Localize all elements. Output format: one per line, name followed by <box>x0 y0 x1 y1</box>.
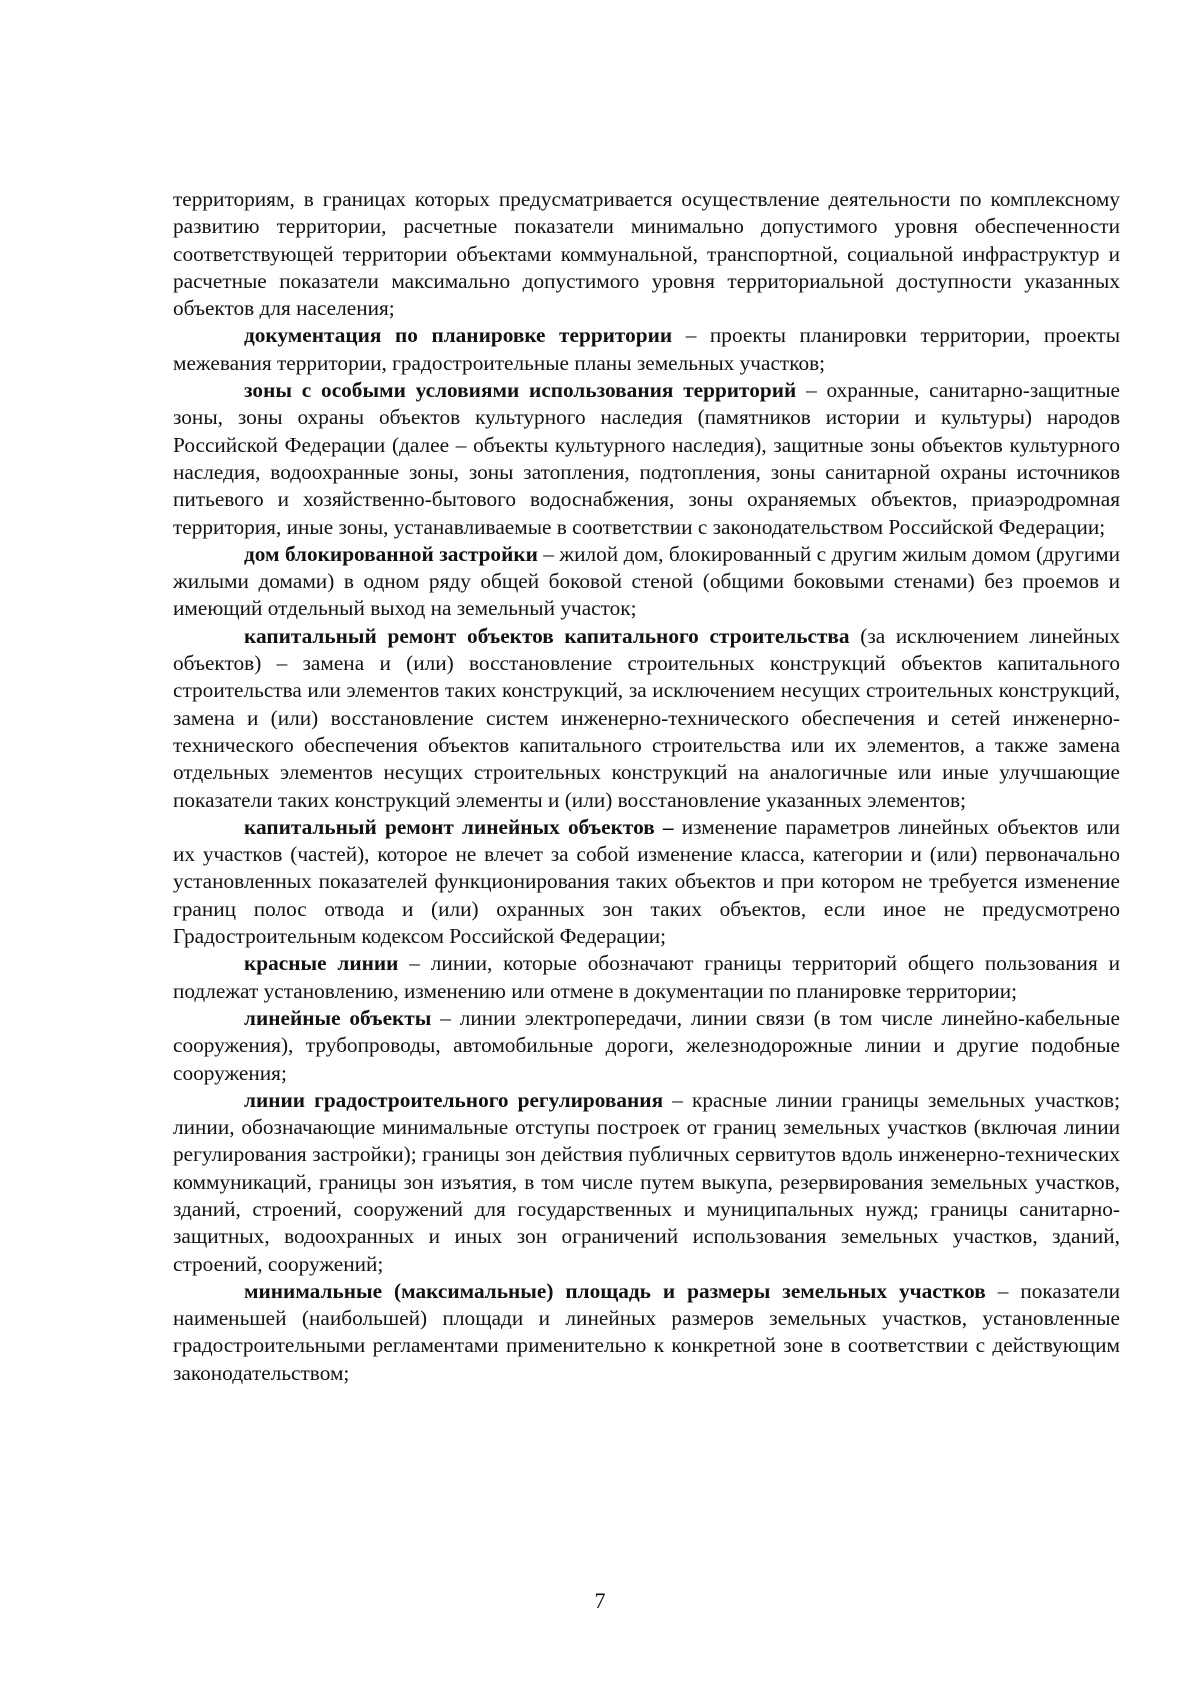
intro-paragraph: территориям, в границах которых предусматривается осуществление деятельности по комплексному развитию территории, расчетные показатели минимально допустимого уровня обеспеченности соответствующей территории объектами коммунальной, транспортной, социальной инфраструктур и расчетные показатели максимально допустимого уровня территориальной доступности указанных объектов для населения; <box>173 187 1120 321</box>
page-number: 7 <box>594 1588 606 1613</box>
definition-text: – красные линии границы земельных участков; линии, обозначающие минимальные отступы построек от границ земельных участков (включая линии регулирования застройки); границы зон действия публичных сервитутов вдоль инженерно-технических коммуникаций, границы зон изъятия, в том числе путем выкупа, резервирования земельных участков, зданий, строений, сооружений для государственных и муниципальных нужд; границы санитарно-защитных, водоохранных и иных зон ограничений использования земельных участков, зданий, строений, сооружений; <box>173 1087 1121 1276</box>
definition-term: дом блокированной застройки <box>244 541 538 566</box>
definition-text: – показатели наименьшей (наибольшей) площади и линейных размеров земельных участков, установленные градостроительными регламентами применительно к конкретной зоне в соответствии с действующим законодательством; <box>173 1278 1120 1385</box>
definition-term: линейные объекты <box>244 1005 432 1030</box>
definition-paragraph <box>173 1005 1120 1087</box>
definition-paragraph <box>173 322 1120 377</box>
definition-text: – жилой дом, блокированный с другим жилым домом (другими жилыми домами) в одном ряду общей боковой стеной (общими боковыми стенами) без проемов и имеющий отдельный выход на земельный участок; <box>173 541 1121 621</box>
definition-term: красные линии <box>244 951 399 976</box>
definition-paragraph <box>173 541 1120 623</box>
document-body <box>173 186 1120 1387</box>
definition-term: документация по планировке территории <box>244 323 673 348</box>
definition-text: – линии электропередачи, линии связи (в том числе линейно-кабельные сооружения), трубопроводы, автомобильные дороги, железнодорожные линии и другие подобные сооружения; <box>173 1005 1120 1085</box>
definition-term: минимальные (максимальные) площадь и размеры земельных участков <box>244 1278 986 1303</box>
definition-paragraph <box>173 377 1120 541</box>
definition-paragraph <box>173 623 1120 814</box>
definition-term: капитальный ремонт линейных объектов – <box>244 814 674 839</box>
definition-text: (за исключением линейных объектов) – замена и (или) восстановление строительных конструкций объектов капитального строительства или элементов таких конструкций, за исключением несущих строительных конструкций, замена и (или) восстановление систем инженерно-технического обеспечения и сетей инженерно-технического обеспечения объектов капитального строительства или их элементов, а также замена отдельных элементов несущих строительных конструкций на аналогичные или иные улучшающие показатели таких конструкций элементы и (или) восстановление указанных элементов; <box>173 623 1121 812</box>
definition-paragraph <box>173 1087 1120 1278</box>
definition-text: – охранные, санитарно-защитные зоны, зоны охраны объектов культурного наследия (памятников истории и культуры) народов Российской Федерации (далее – объекты культурного наследия), защитные зоны объектов культурного наследия, водоохранные зоны, зоны затопления, подтопления, зоны санитарной охраны источников питьевого и хозяйственно-бытового водоснабжения, зоны охраняемых объектов, приаэродромная территория, иные зоны, устанавливаемые в соответствии с законодательством Российской Федерации; <box>173 378 1120 539</box>
definition-term: зоны с особыми условиями использования территорий <box>244 378 797 403</box>
definition-paragraph <box>173 1278 1120 1387</box>
definition-text: изменение параметров линейных объектов или их участков (частей), которое не влечет за собой изменение класса, категории и (или) первоначально установленных показателей функционирования таких объектов и при котором не требуется изменение границ полос отвода и (или) охранных зон таких объектов, если иное не предусмотрено Градостроительным кодексом Российской Федерации; <box>173 814 1121 949</box>
definition-term: капитальный ремонт объектов капитального строительства <box>244 623 850 648</box>
definition-text: – проекты планировки территории, проекты межевания территории, градостроительные планы земельных участков; <box>173 323 1120 375</box>
definition-term: линии градостроительного регулирования <box>244 1087 664 1112</box>
definition-paragraph <box>173 814 1120 950</box>
definition-text: – линии, которые обозначают границы территорий общего пользования и подлежат установлению, изменению или отмене в документации по планировке территории; <box>173 951 1120 1003</box>
definition-paragraph <box>173 950 1120 1005</box>
